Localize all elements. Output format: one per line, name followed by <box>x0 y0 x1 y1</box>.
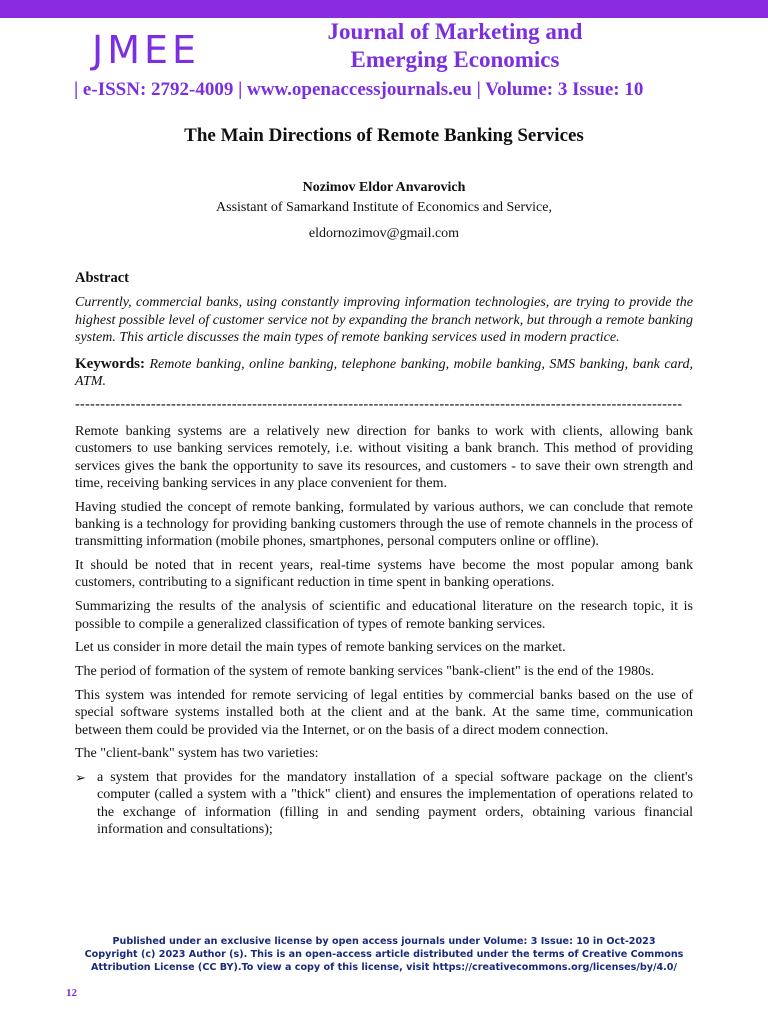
article-title: The Main Directions of Remote Banking Services <box>184 125 584 146</box>
abstract-heading: Abstract <box>75 270 129 286</box>
journal-logo: JMEE <box>92 28 201 72</box>
journal-title <box>260 18 650 74</box>
footer-line3[interactable]: Attribution License (CC BY).To view a copy of this license, visit https://creativecommons.org/licenses/by/4.0/ <box>91 962 677 973</box>
body-paragraph: Remote banking systems are a relatively new direction for banks to work with clients, allowing bank customers to use banking services remotely, i.e. without visiting a bank branch. This method of providing services gives the bank the opportunity to save its resources, and customers - to save their own strength and time, receiving banking services in any place convenient for them. <box>75 424 693 491</box>
keywords-list: Remote banking, online banking, telephone banking, mobile banking, SMS banking, bank card, ATM. <box>75 357 693 390</box>
author-affiliation: Assistant of Samarkand Institute of Economics and Service, <box>216 200 552 215</box>
article-content <box>75 270 693 838</box>
page-number: 12 <box>66 987 77 999</box>
body-paragraph: It should be noted that in recent years, real-time systems have become the most popular among bank customers, contributing to a significant reduction in time spent in banking operations. <box>75 558 693 591</box>
author-email[interactable]: eldornozimov@gmail.com <box>308 226 460 241</box>
journal-title-line2: Emerging Economics <box>350 47 560 72</box>
license-footer <box>60 935 708 974</box>
body-paragraph: This system was intended for remote servicing of legal entities by commercial banks based on the use of special software systems installed both at the client and at the bank. At the same time, communication between them could be provided via the Internet, or on the basis of a direct modem connection. <box>75 687 693 738</box>
list-item-text: a system that provides for the mandatory installation of a special software package on the client's computer (called a system with a "thick" client) and ensures the implementation of operations related to the exchange of information (filling in and sending payment orders, obtaining various financial information and consultations); <box>97 770 693 838</box>
section-divider: ------------------------------------------------------------------------------------------------------------------------ <box>75 396 683 412</box>
footer-line2: Copyright (c) 2023 Author (s). This is an open-access article distributed under the terms of Creative Commons <box>84 949 684 960</box>
header-color-bar <box>0 0 768 18</box>
list-item <box>75 769 693 838</box>
body-paragraph: The period of formation of the system of remote banking services "bank-client" is the end of the 1980s. <box>75 664 655 680</box>
body-paragraph: Having studied the concept of remote banking, formulated by various authors, we can conclude that remote banking is a technology for providing banking customers through the use of remote channels in the process of transmitting information (mobile phones, smartphones, personal computers online or offline). <box>75 499 693 550</box>
body-paragraph: Let us consider in more detail the main types of remote banking services on the market. <box>75 640 566 656</box>
issn-volume-line: | e-ISSN: 2792-4009 | www.openaccessjournals.eu | Volume: 3 Issue: 10 <box>74 79 644 100</box>
footer-line1: Published under an exclusive license by open access journals under Volume: 3 Issue: 10 in Oct-2023 <box>112 936 656 947</box>
keywords-label: Keywords: <box>75 356 145 373</box>
keywords <box>75 356 693 391</box>
body-paragraph: The "client-bank" system has two varieties: <box>75 746 319 762</box>
body-paragraph: Summarizing the results of the analysis of scientific and educational literature on the research topic, it is possible to compile a generalized classification of types of remote banking services. <box>75 599 693 632</box>
journal-title-line1: Journal of Marketing and <box>327 19 583 44</box>
arrow-bullet-icon: ➢ <box>75 770 86 786</box>
abstract-text: Currently, commercial banks, using constantly improving information technologies, are trying to provide the highest possible level of customer service not by expanding the branch network, but through a remote banking system. This article discusses the main types of remote banking services used in modern practice. <box>75 295 693 345</box>
author-name: Nozimov Eldor Anvarovich <box>302 180 466 195</box>
